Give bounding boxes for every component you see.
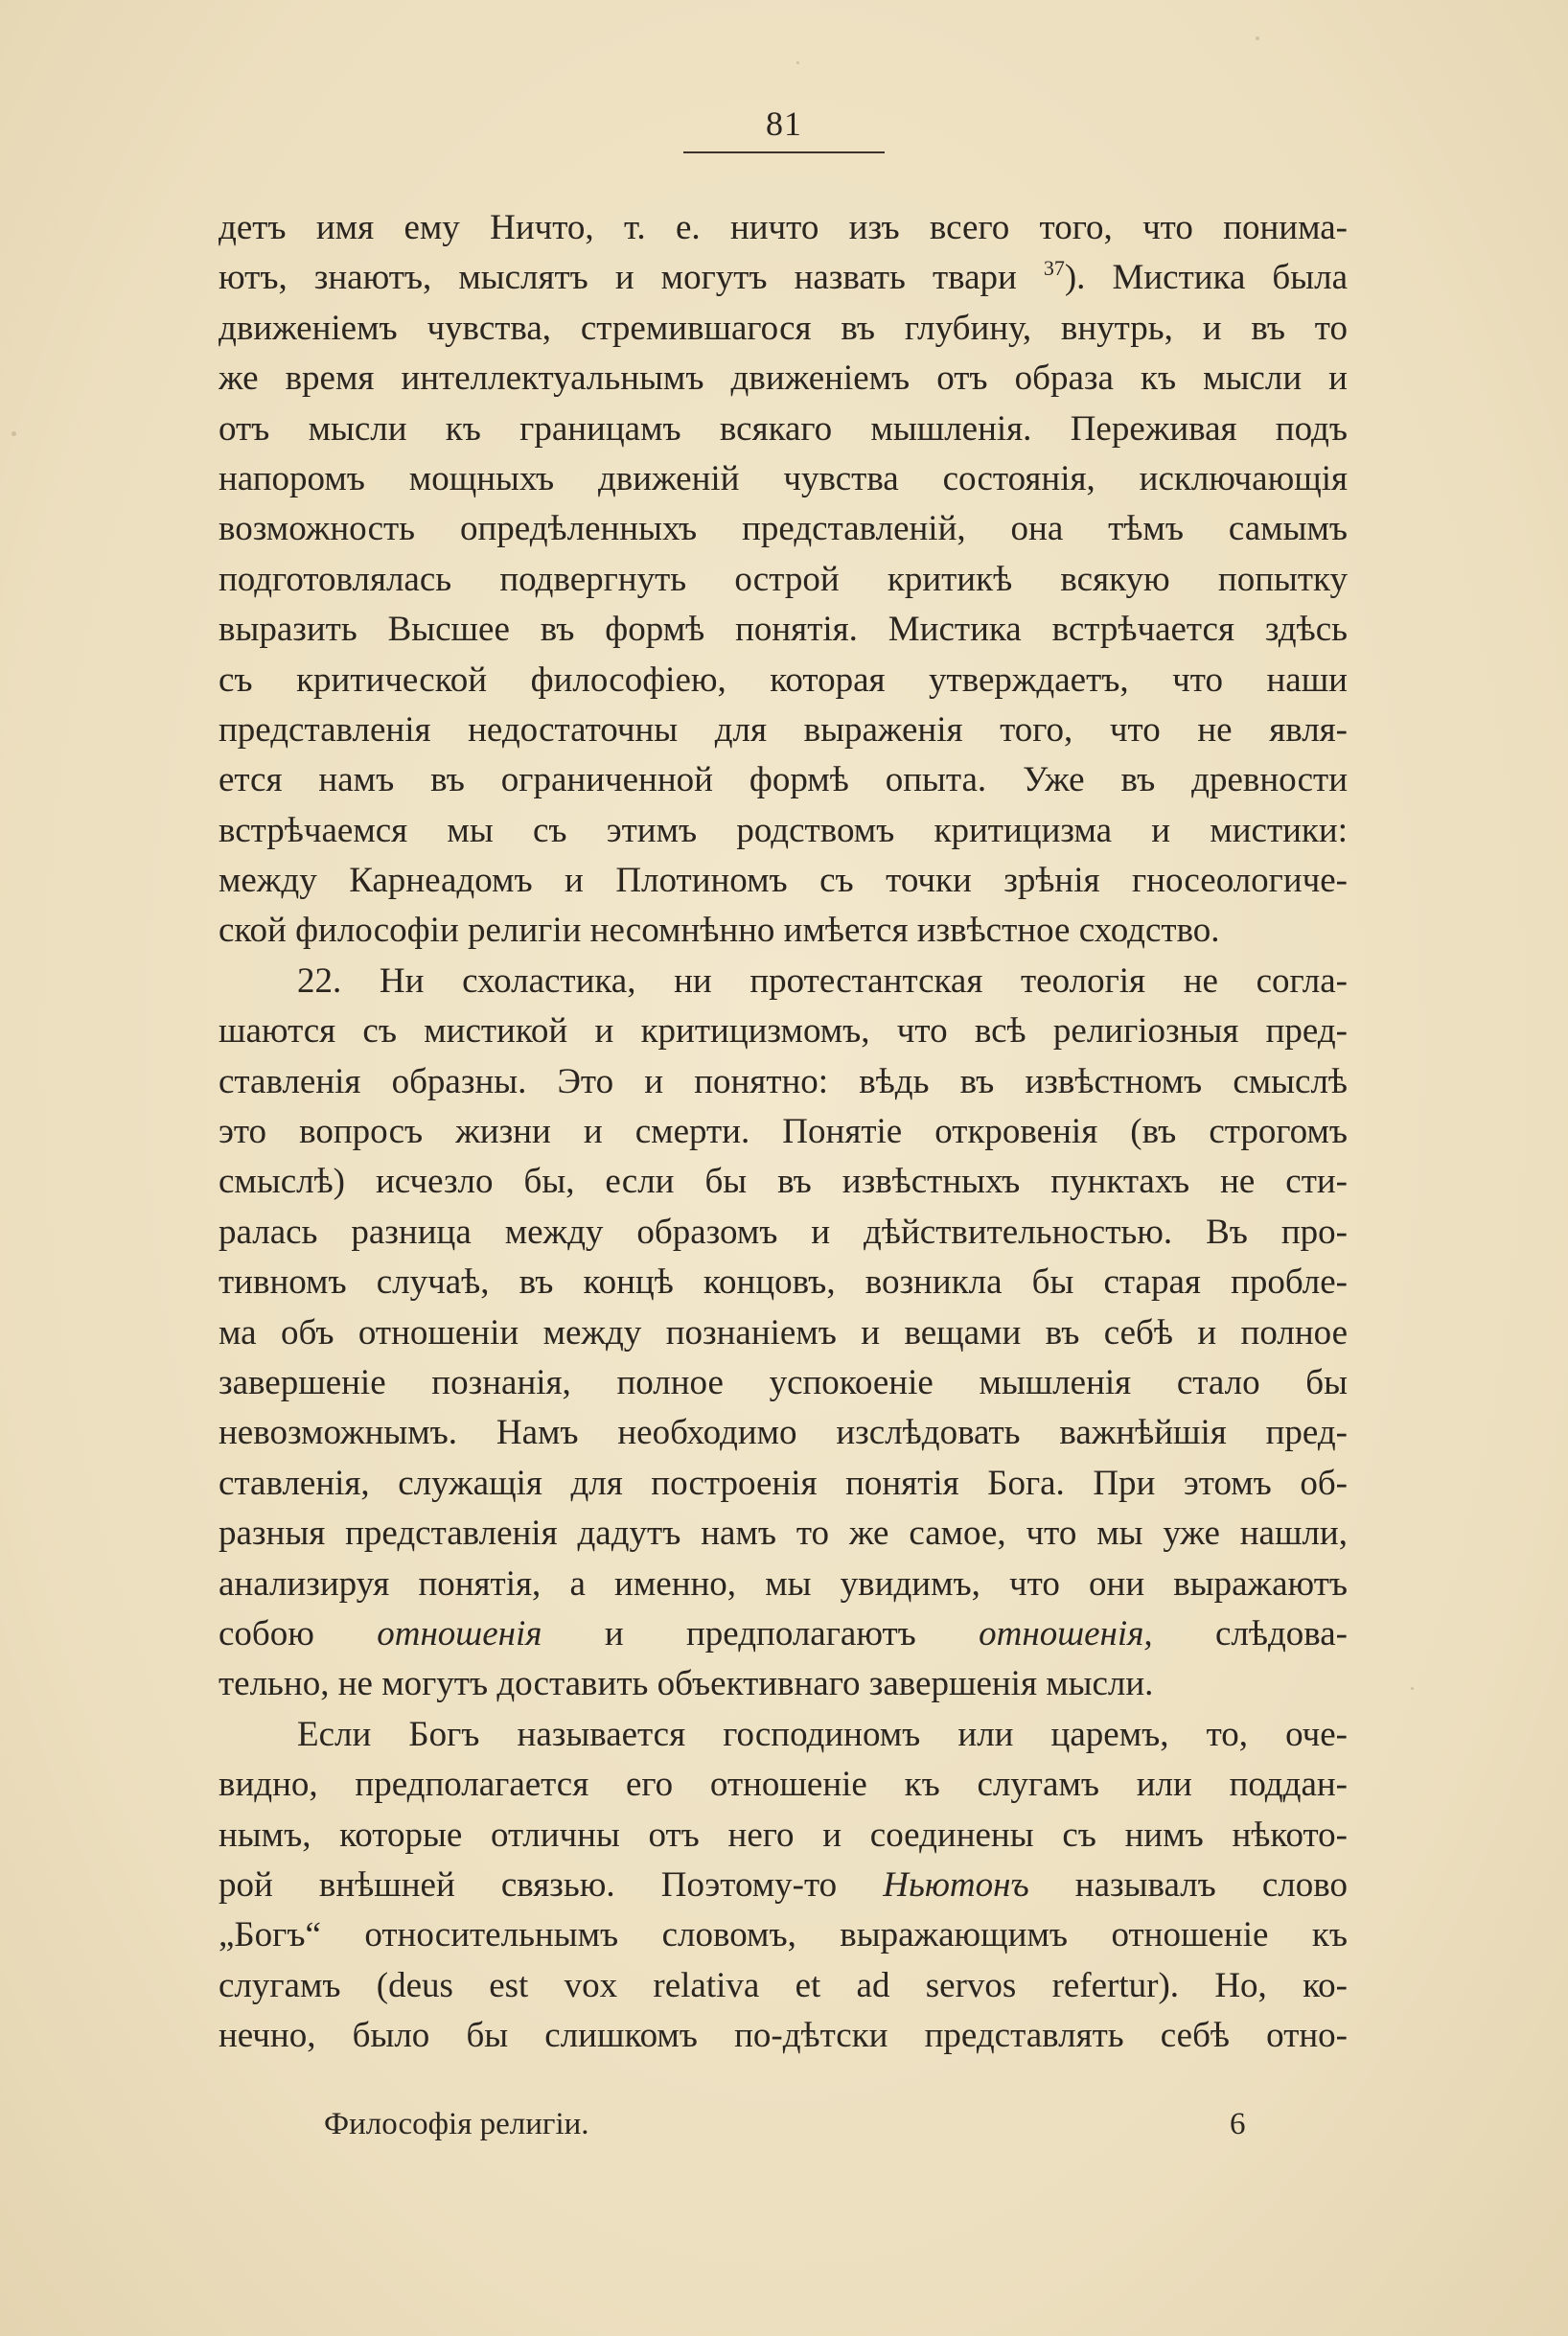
italic-term: отношенія, [979,1613,1153,1654]
text-line: подготовлялась подвергнуть острой критикѣ всякую попытку [219,559,1348,599]
text-line: ма объ отношеніи между познаніемъ и вещами въ себѣ и полное [219,1312,1348,1353]
paper-speck [12,431,16,436]
text-line: нечно, было бы слишкомъ по-дѣтски представлять себѣ отно- [219,2016,1348,2056]
text-line: ставленія образны. Это и понятно: вѣдь въ извѣстномъ смыслѣ [219,1061,1348,1101]
body-text [219,203,1348,2061]
footer-signature-mark: 6 [1230,2107,1246,2141]
text-line: встрѣчаемся мы съ этимъ родствомъ критицизма и мистики: [219,810,1348,850]
text-line: представленія недостаточны для выраженія того, что не явля- [219,709,1348,750]
text-line: разныя представленія дадутъ намъ то же самое, что мы уже нашли, [219,1514,1348,1554]
text-line: нымъ, которые отличны отъ него и соединены съ нимъ нѣкото- [219,1815,1348,1855]
text-line: тивномъ случаѣ, въ концѣ концовъ, возникла бы старая пробле- [219,1262,1348,1303]
text-run: и предполагаютъ [542,1613,980,1654]
text-run: слѣдова- [1152,1613,1348,1654]
text-line: ралась разница между образомъ и дѣйствительностью. Въ про- [219,1212,1348,1252]
text-line: завершеніе познанія, полное успокоеніе мышленія стало бы [219,1362,1348,1402]
text-line: детъ имя ему Ничто, т. е. ничто изъ всего того, что понима- [219,208,1348,247]
footnote-ref: 37 [1043,256,1065,281]
text-run: ютъ, знаютъ, мыслятъ и могутъ назвать твари [219,258,1044,298]
text-line: отъ мысли къ границамъ всякаго мышленія. Переживая подъ [219,408,1348,449]
italic-term: отношенія [377,1613,542,1654]
text-line: невозможнымъ. Намъ необходимо изслѣдовать важнѣйшія пред- [219,1413,1348,1453]
text-line: ской философіи религіи несомнѣнно имѣется извѣстное сходство. [219,911,1220,951]
text-line: ется намъ въ ограниченной формѣ опыта. Уже въ древности [219,760,1348,800]
text-run: собою [219,1613,378,1654]
text-line [219,1609,1348,1659]
text-line: напоромъ мощныхъ движеній чувства состоянія, исключающія [219,458,1348,498]
text-line [219,1861,1348,1910]
page-number: 81 [766,104,802,143]
text-line: съ критической философіею, которая утверждаетъ, что наши [219,659,1348,700]
paper-speck [796,61,799,64]
paragraph-start-line: Если Богъ называется господиномъ или царемъ, то, оче- [297,1714,1348,1754]
text-line: смыслѣ) исчезло бы, если бы въ извѣстныхъ пунктахъ не сти- [219,1162,1348,1202]
text-line: ставленія, служащія для построенія понятія Бога. При этомъ об- [219,1463,1348,1503]
text-line: движеніемъ чувства, стремившагося въ глубину, внутрь, и въ то [219,308,1348,348]
italic-name: Ньютонъ [883,1864,1029,1905]
text-line: это вопросъ жизни и смерти. Понятіе откровенія (въ строгомъ [219,1112,1348,1152]
footer-book-title: Философія религіи. [324,2107,589,2141]
paper-speck [1256,36,1259,40]
header-rule [683,151,885,153]
text-line: шаются съ мистикой и критицизмомъ, что всѣ религіозныя пред- [219,1011,1348,1052]
text-run: рой внѣшней связью. Поэтому-то [219,1864,884,1905]
text-run: называлъ слово [1028,1864,1348,1905]
paper-speck [1411,1687,1414,1690]
text-line: слугамъ (deus est vox relativa et ad servos refertur). Но, ко- [219,1965,1348,2005]
text-line: же время интеллектуальнымъ движеніемъ отъ образа къ мысли и [219,358,1348,399]
paragraph-start-line: 22. Ни схоластика, ни протестантская теологія не согла- [297,960,1348,1001]
text-line: тельно, не могутъ доставить объективнаго завершенія мысли. [219,1664,1154,1704]
text-line: возможность опредѣленныхъ представленій, она тѣмъ самымъ [219,509,1348,549]
text-run: ). Мистика была [1064,258,1348,298]
text-line: выразить Высшее въ формѣ понятія. Мистика встрѣчается здѣсь [219,610,1348,650]
text-line: „Богъ“ относительнымъ словомъ, выражающимъ отношеніе къ [219,1915,1348,1955]
text-line: анализируя понятія, а именно, мы увидимъ, что они выражаютъ [219,1563,1348,1604]
text-line: между Карнеадомъ и Плотиномъ съ точки зрѣнія гносеологиче- [219,861,1348,901]
text-line: видно, предполагается его отношеніе къ слугамъ или поддан- [219,1765,1348,1805]
text-line [219,253,1348,303]
